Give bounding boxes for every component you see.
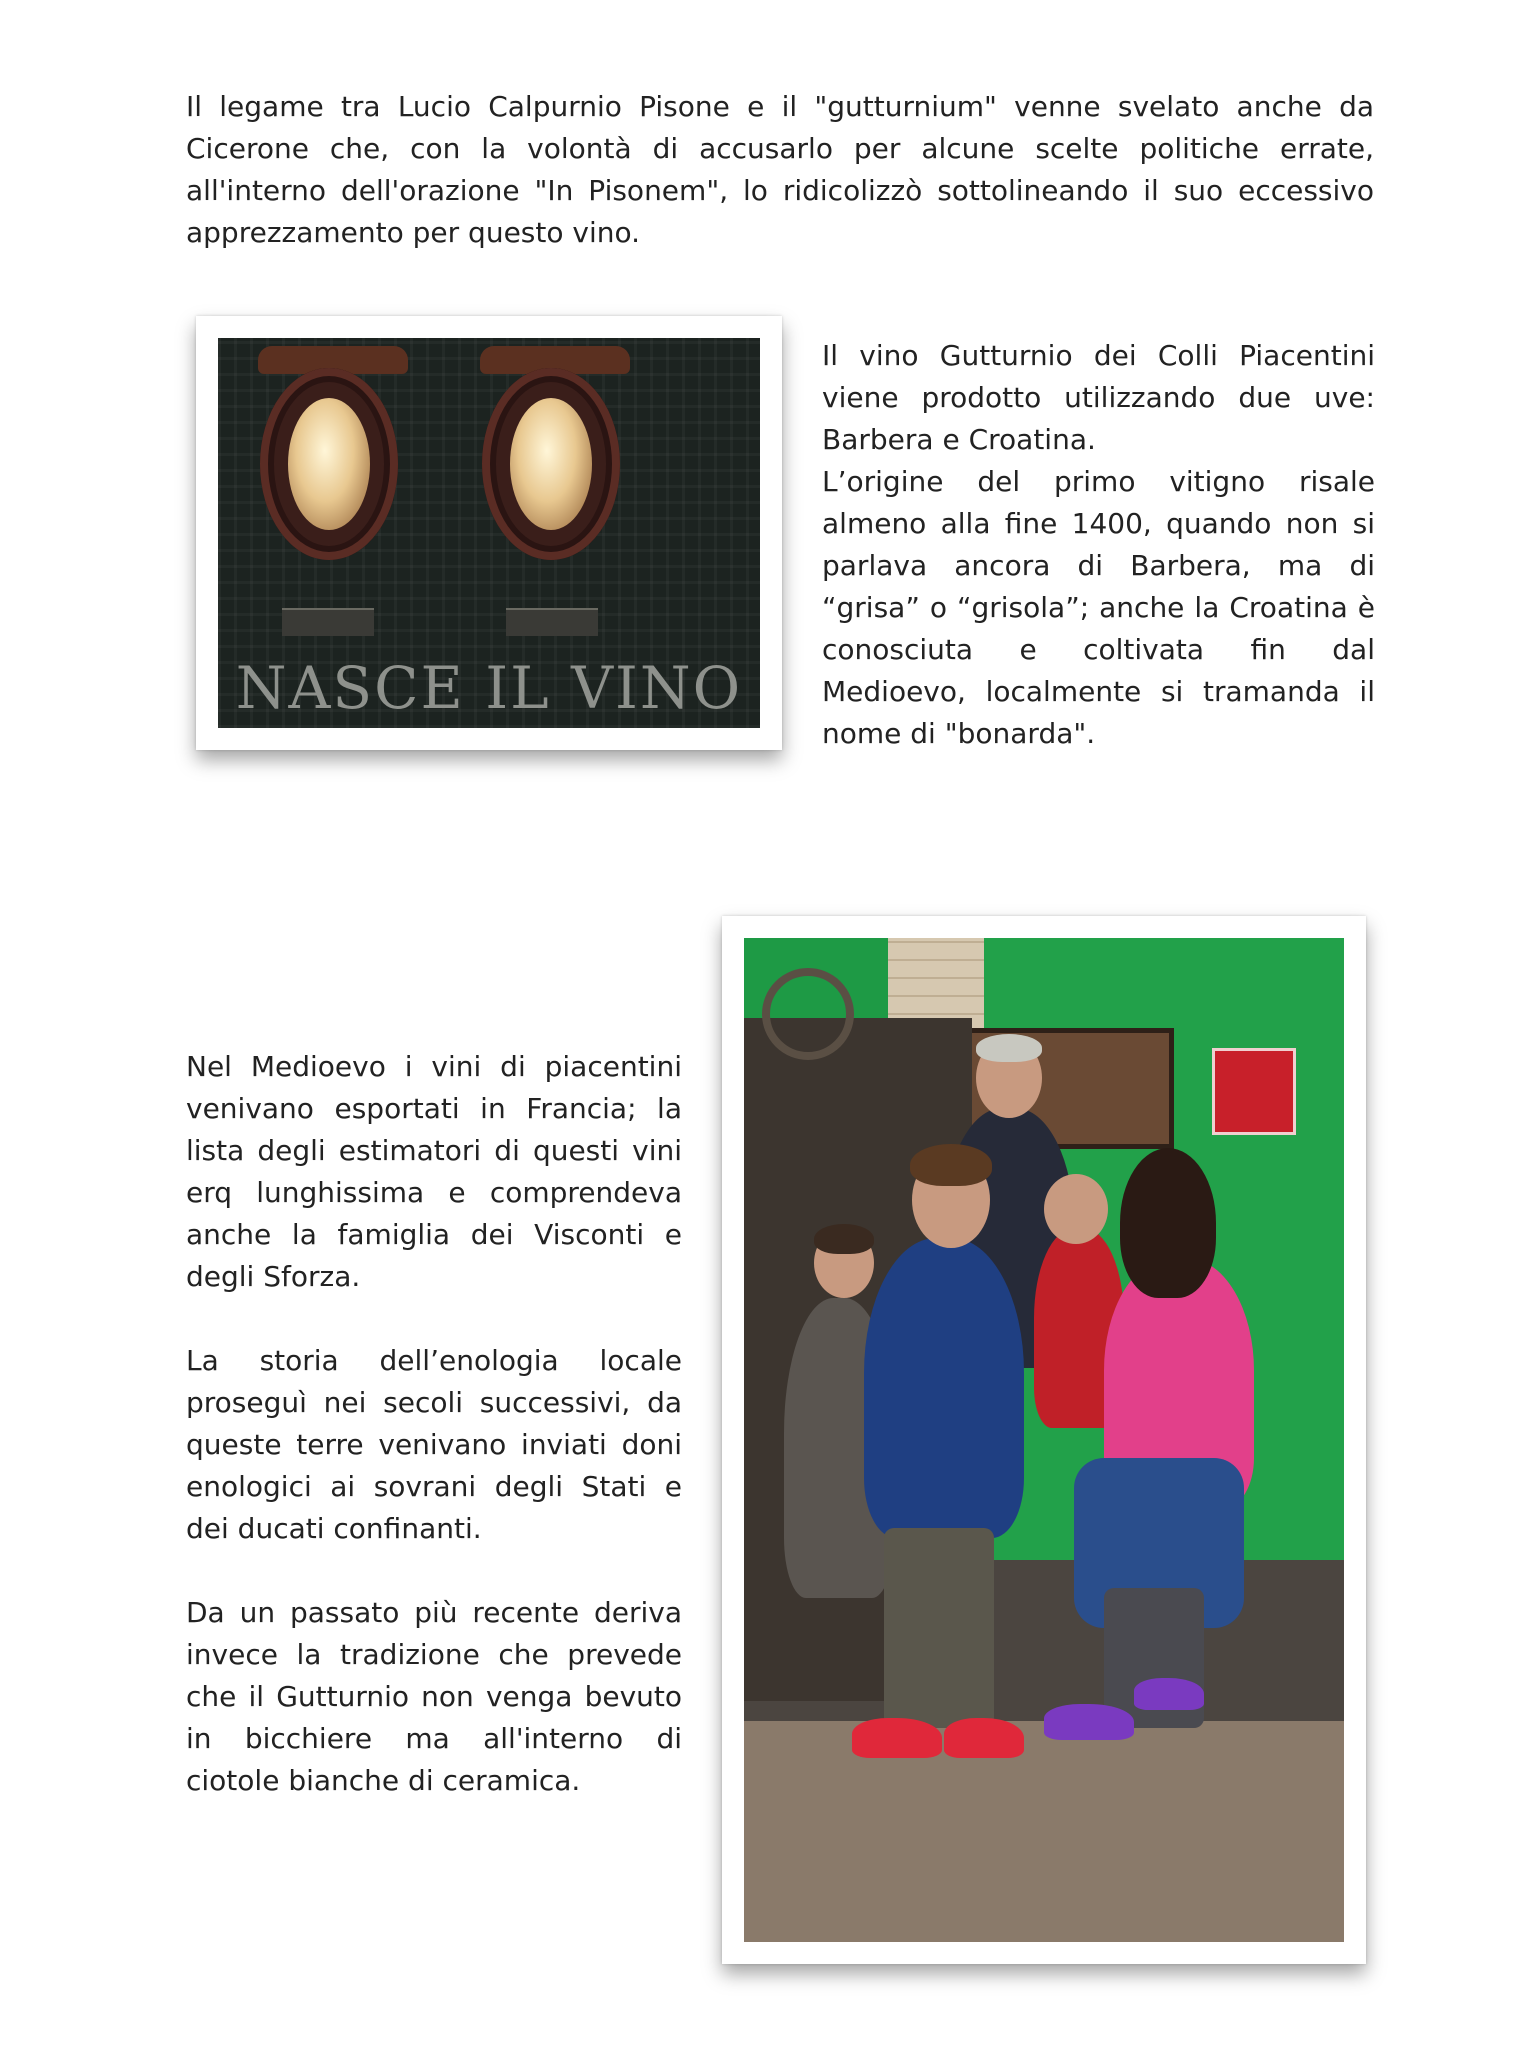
plaque-left <box>282 608 374 636</box>
photo-museum-visit <box>722 916 1366 1964</box>
origin-paragraph: L’origine del primo vitigno risale almeno alla fine 1400, quando non si parlava ancora di Barbera, ma di “grisa” o “grisola”; anche la Croatina è conosciuta e coltivata fin dal Medioevo, localmente si tramanda il nome di "bonarda". <box>822 465 1375 750</box>
photo-2-image <box>744 938 1344 1942</box>
medieval-paragraph: Nel Medioevo i vini di piacentini venivano esportati in Francia; la lista degli estimatori di questi vini erq lunghissima e comprendeva anche la famiglia dei Visconti e degli Sforza. <box>186 1050 682 1293</box>
photo-1-image <box>218 338 760 728</box>
intro-text: Il legame tra Lucio Calpurnio Pisone e il "gutturnium" venne svelato anche da Cicerone che, con la volontà di accusarlo per alcune scelte politiche errate, all'interno dell'orazione "In Pisonem", lo ridicolizzò sottolineando il suo eccessivo apprezzamento per questo vino. <box>186 90 1374 249</box>
history-paragraph: La storia dell’enologia locale proseguì nei secoli successivi, da queste terre venivano inviati doni enologici ai sovrani degli Stati e dei ducati confinanti. <box>186 1344 682 1545</box>
red-poster <box>1212 1048 1296 1134</box>
child-blue-jacket <box>864 1238 1024 1538</box>
tradition-paragraph: Da un passato più recente deriva invece la tradizione che prevede che il Gutturnio non venga bevuto in bicchiere ma all'interno di ciotole bianche di ceramica. <box>186 1596 682 1797</box>
intro-paragraph <box>186 86 1374 254</box>
left-column <box>186 1046 682 1802</box>
right-column <box>822 335 1375 755</box>
photo-nasce-il-vino <box>196 316 782 750</box>
banner-text: NASCE IL VINO <box>235 654 743 722</box>
press-wheel <box>762 968 854 1060</box>
portrait-left <box>288 398 370 530</box>
plaque-right <box>506 608 598 636</box>
grapes-paragraph: Il vino Gutturnio dei Colli Piacentini viene prodotto utilizzando due uve: Barbera e Croatina. <box>822 339 1375 456</box>
portrait-right <box>510 398 592 530</box>
